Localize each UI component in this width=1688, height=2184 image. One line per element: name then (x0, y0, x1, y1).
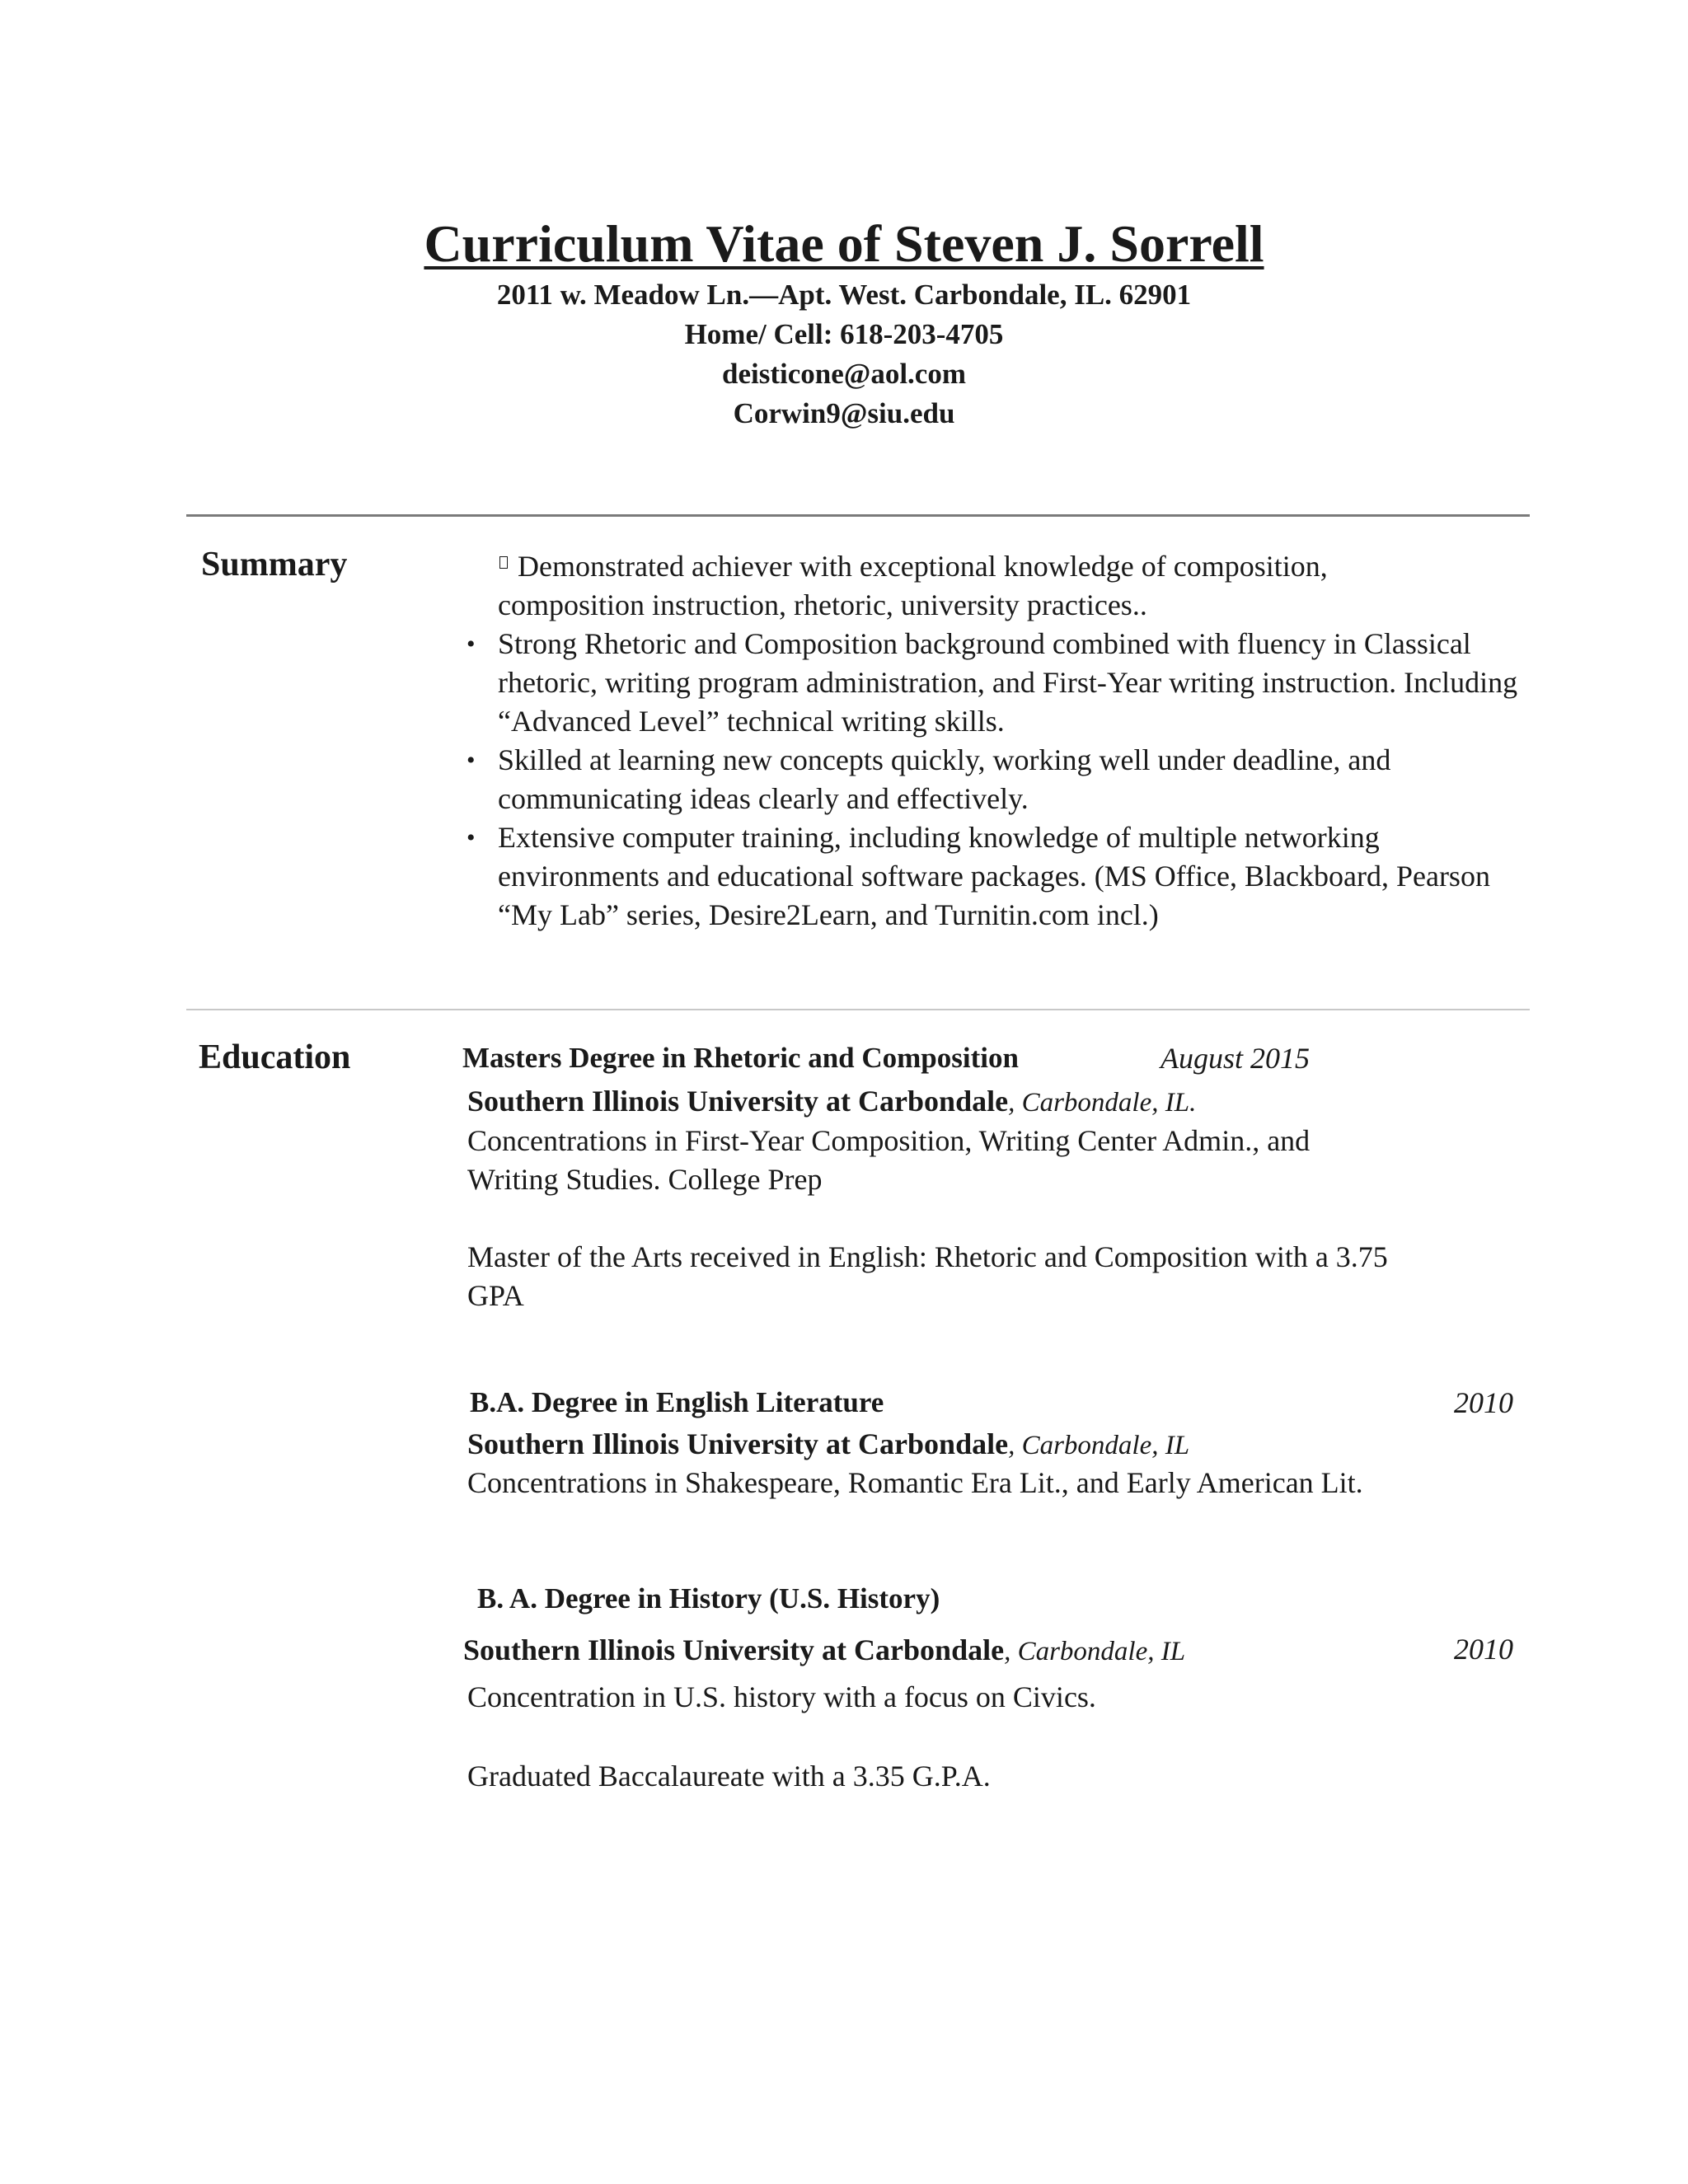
missing-glyph-bullet-icon (499, 556, 508, 569)
masters-note: Master of the Arts received in English: Rhetoric and Composition with a 3.75 GPA (467, 1240, 1388, 1312)
masters-date: August 2015 (1160, 1042, 1311, 1075)
bullet-icon: • (467, 747, 476, 774)
summary-item-text: Skilled at learning new concepts quickly, working well under deadline, and communicating ideas clearly and effectively. (498, 743, 1391, 815)
bullet-icon: • (467, 630, 476, 658)
summary-item-text: Demonstrated achiever with exceptional knowledge of composition, (518, 550, 1328, 583)
school-location: , Carbondale, IL. (1008, 1088, 1197, 1118)
ba-history-degree-title: B. A. Degree in History (U.S. History) (477, 1582, 940, 1615)
ba-english-date: 2010 (1454, 1386, 1513, 1419)
summary-item (457, 625, 1528, 741)
school-name: Southern Illinois University at Carbondale (467, 1085, 1009, 1118)
summary-item (457, 547, 1528, 625)
summary-heading: Summary (201, 546, 348, 583)
summary-item-text: composition instruction, rhetoric, university practices.. (498, 588, 1147, 621)
masters-degree-title: Masters Degree in Rhetoric and Composition (462, 1042, 1019, 1074)
cv-header (0, 213, 1688, 434)
summary-item (457, 741, 1528, 818)
masters-concentrations: Concentrations in First-Year Composition, Writing Center Admin., and Writing Studies. College Prep (467, 1124, 1311, 1196)
address: 2011 w. Meadow Ln.—Apt. West. Carbondale, IL. 62901 (496, 279, 1192, 311)
ba-history-note: Graduated Baccalaureate with a 3.35 G.P.A. (467, 1760, 991, 1793)
summary-item-text: Strong Rhetoric and Composition background combined with fluency in Classical rhetoric, writing program administration, and First-Year writing instruction. Including “Advanced Level” technical writing skills. (498, 627, 1518, 738)
ba-history-date: 2010 (1454, 1633, 1513, 1666)
divider-education (186, 1009, 1530, 1010)
email-secondary: Corwin9@siu.edu (733, 397, 955, 429)
cv-title: Curriculum Vitae of Steven J. Sorrell (424, 214, 1264, 273)
school-location: , Carbondale, IL (1004, 1637, 1186, 1666)
ba-english-concentrations: Concentrations in Shakespeare, Romantic Era Lit., and Early American Lit. (467, 1466, 1363, 1499)
email-primary: deisticone@aol.com (722, 358, 966, 390)
school-name: Southern Illinois University at Carbondale (467, 1427, 1009, 1460)
divider-top (186, 514, 1530, 517)
bullet-icon: • (467, 824, 476, 851)
summary-item (457, 818, 1528, 935)
ba-history-concentrations: Concentration in U.S. history with a focus on Civics. (467, 1680, 1096, 1713)
summary-item-text: Extensive computer training, including knowledge of multiple networking environments and educational software packages. (MS Office, Blackboard, Pearson “My Lab” series, Desire2Learn, and Turnitin.com incl.) (498, 821, 1490, 931)
phone: Home/ Cell: 618-203-4705 (684, 318, 1004, 350)
ba-english-school (467, 1425, 1189, 1465)
school-location: , Carbondale, IL (1008, 1431, 1190, 1460)
school-name: Southern Illinois University at Carbondale (463, 1633, 1005, 1666)
summary-list (457, 547, 1528, 935)
ba-history-school (463, 1631, 1185, 1671)
education-heading: Education (199, 1038, 351, 1076)
ba-english-degree-title: B.A. Degree in English Literature (470, 1386, 884, 1418)
masters-school (467, 1082, 1196, 1122)
